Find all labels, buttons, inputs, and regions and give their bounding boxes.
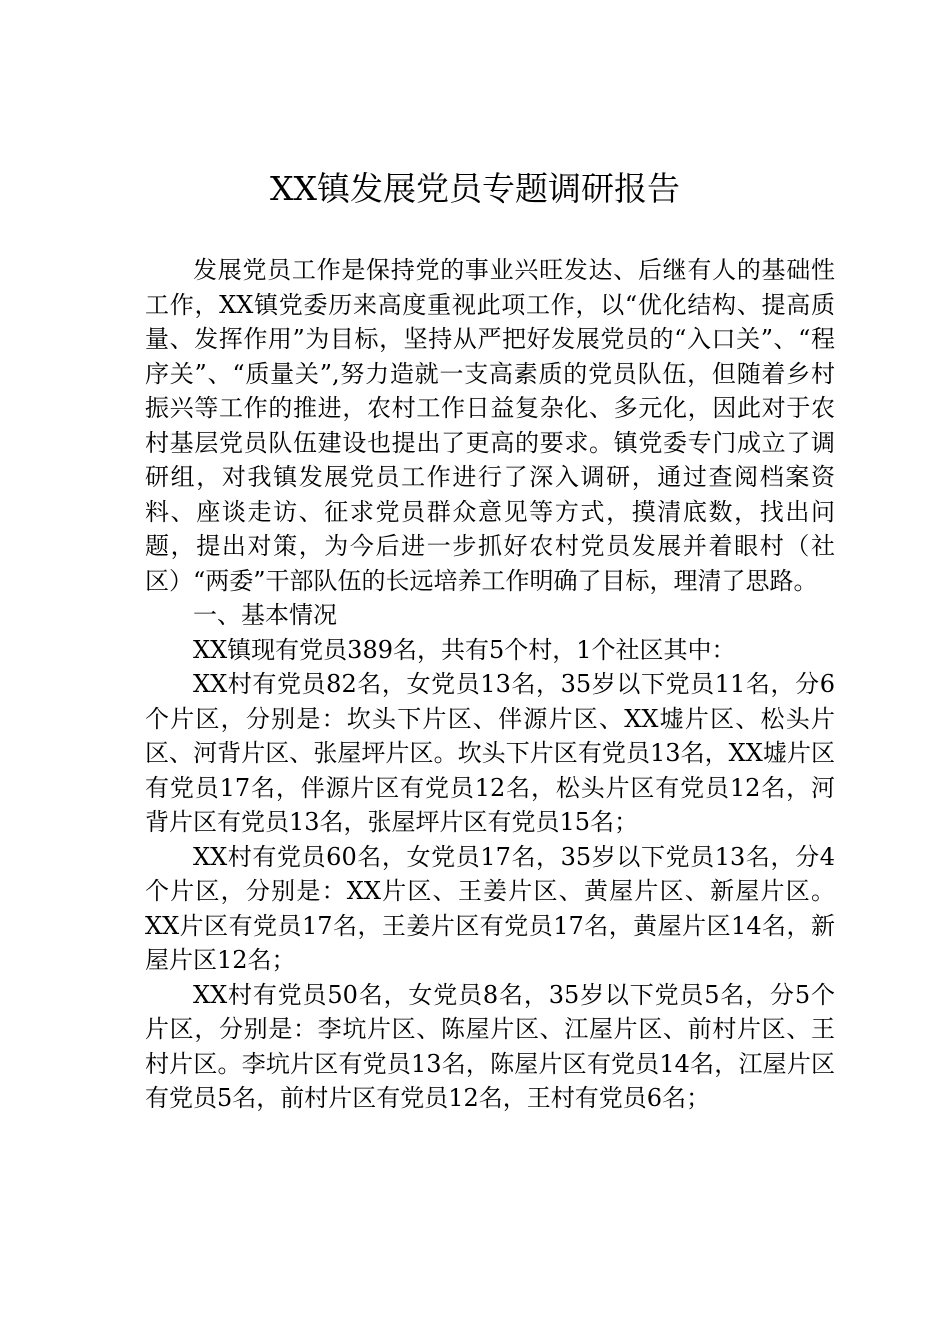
document-title: XX镇发展党员专题调研报告 [270, 169, 680, 208]
village-paragraph-2: XX村有党员60名，女党员17名，35岁以下党员13名，分4个片区，分别是：XX片区、王姜片区、黄屋片区、新屋片区。XX片区有党员17名，王姜片区有党员17名，黄屋片区14名，新屋片区12名； [145, 842, 835, 974]
section-heading-basic-situation: 一、基本情况 [193, 601, 337, 629]
town-summary-paragraph: XX镇现有党员389名，共有5个村，1个社区其中： [193, 635, 736, 664]
village-paragraph-3: XX村有党员50名，女党员8名，35岁以下党员5名，分5个片区，分别是：李坑片区、陈屋片区、江屋片区、前村片区、王村片区。李坑片区有党员13名，陈屋片区有党员14名，江屋片区有党员5名，前村片区有党员12名，王村有党员6名； [145, 980, 835, 1112]
village-paragraph-1: XX村有党员82名，女党员13名，35岁以下党员11名，分6个片区，分别是：坎头下片区、伴源片区、XX墟片区、松头片区、河背片区、张屋坪片区。坎头下片区有党员13名，XX墟片区有党员17名，伴源片区有党员12名，松头片区有党员12名，河背片区有党员13名，张屋坪片区有党员15名； [145, 670, 835, 836]
intro-paragraph: 发展党员工作是保持党的事业兴旺发达、后继有人的基础性工作，XX镇党委历来高度重视此项工作，以“优化结构、提高质量、发挥作用”为目标，坚持从严把好发展党员的“入口关”、“程序关”、“质量关”,努力造就一支高素质的党员队伍，但随着乡村振兴等工作的推进，农村工作日益复杂化、多元化，因此对于农村基层党员队伍建设也提出了更高的要求。镇党委专门成立了调研组，对我镇发展党员工作进行了深入调研，通过查阅档案资料、座谈走访、征求党员群众意见等方式，摸清底数，找出问题，提出对策，为今后进一步抓好农村党员发展并着眼村（社区）“两委”干部队伍的长远培养工作明确了目标，理清了思路。 [145, 256, 835, 595]
document-body [145, 253, 835, 1116]
